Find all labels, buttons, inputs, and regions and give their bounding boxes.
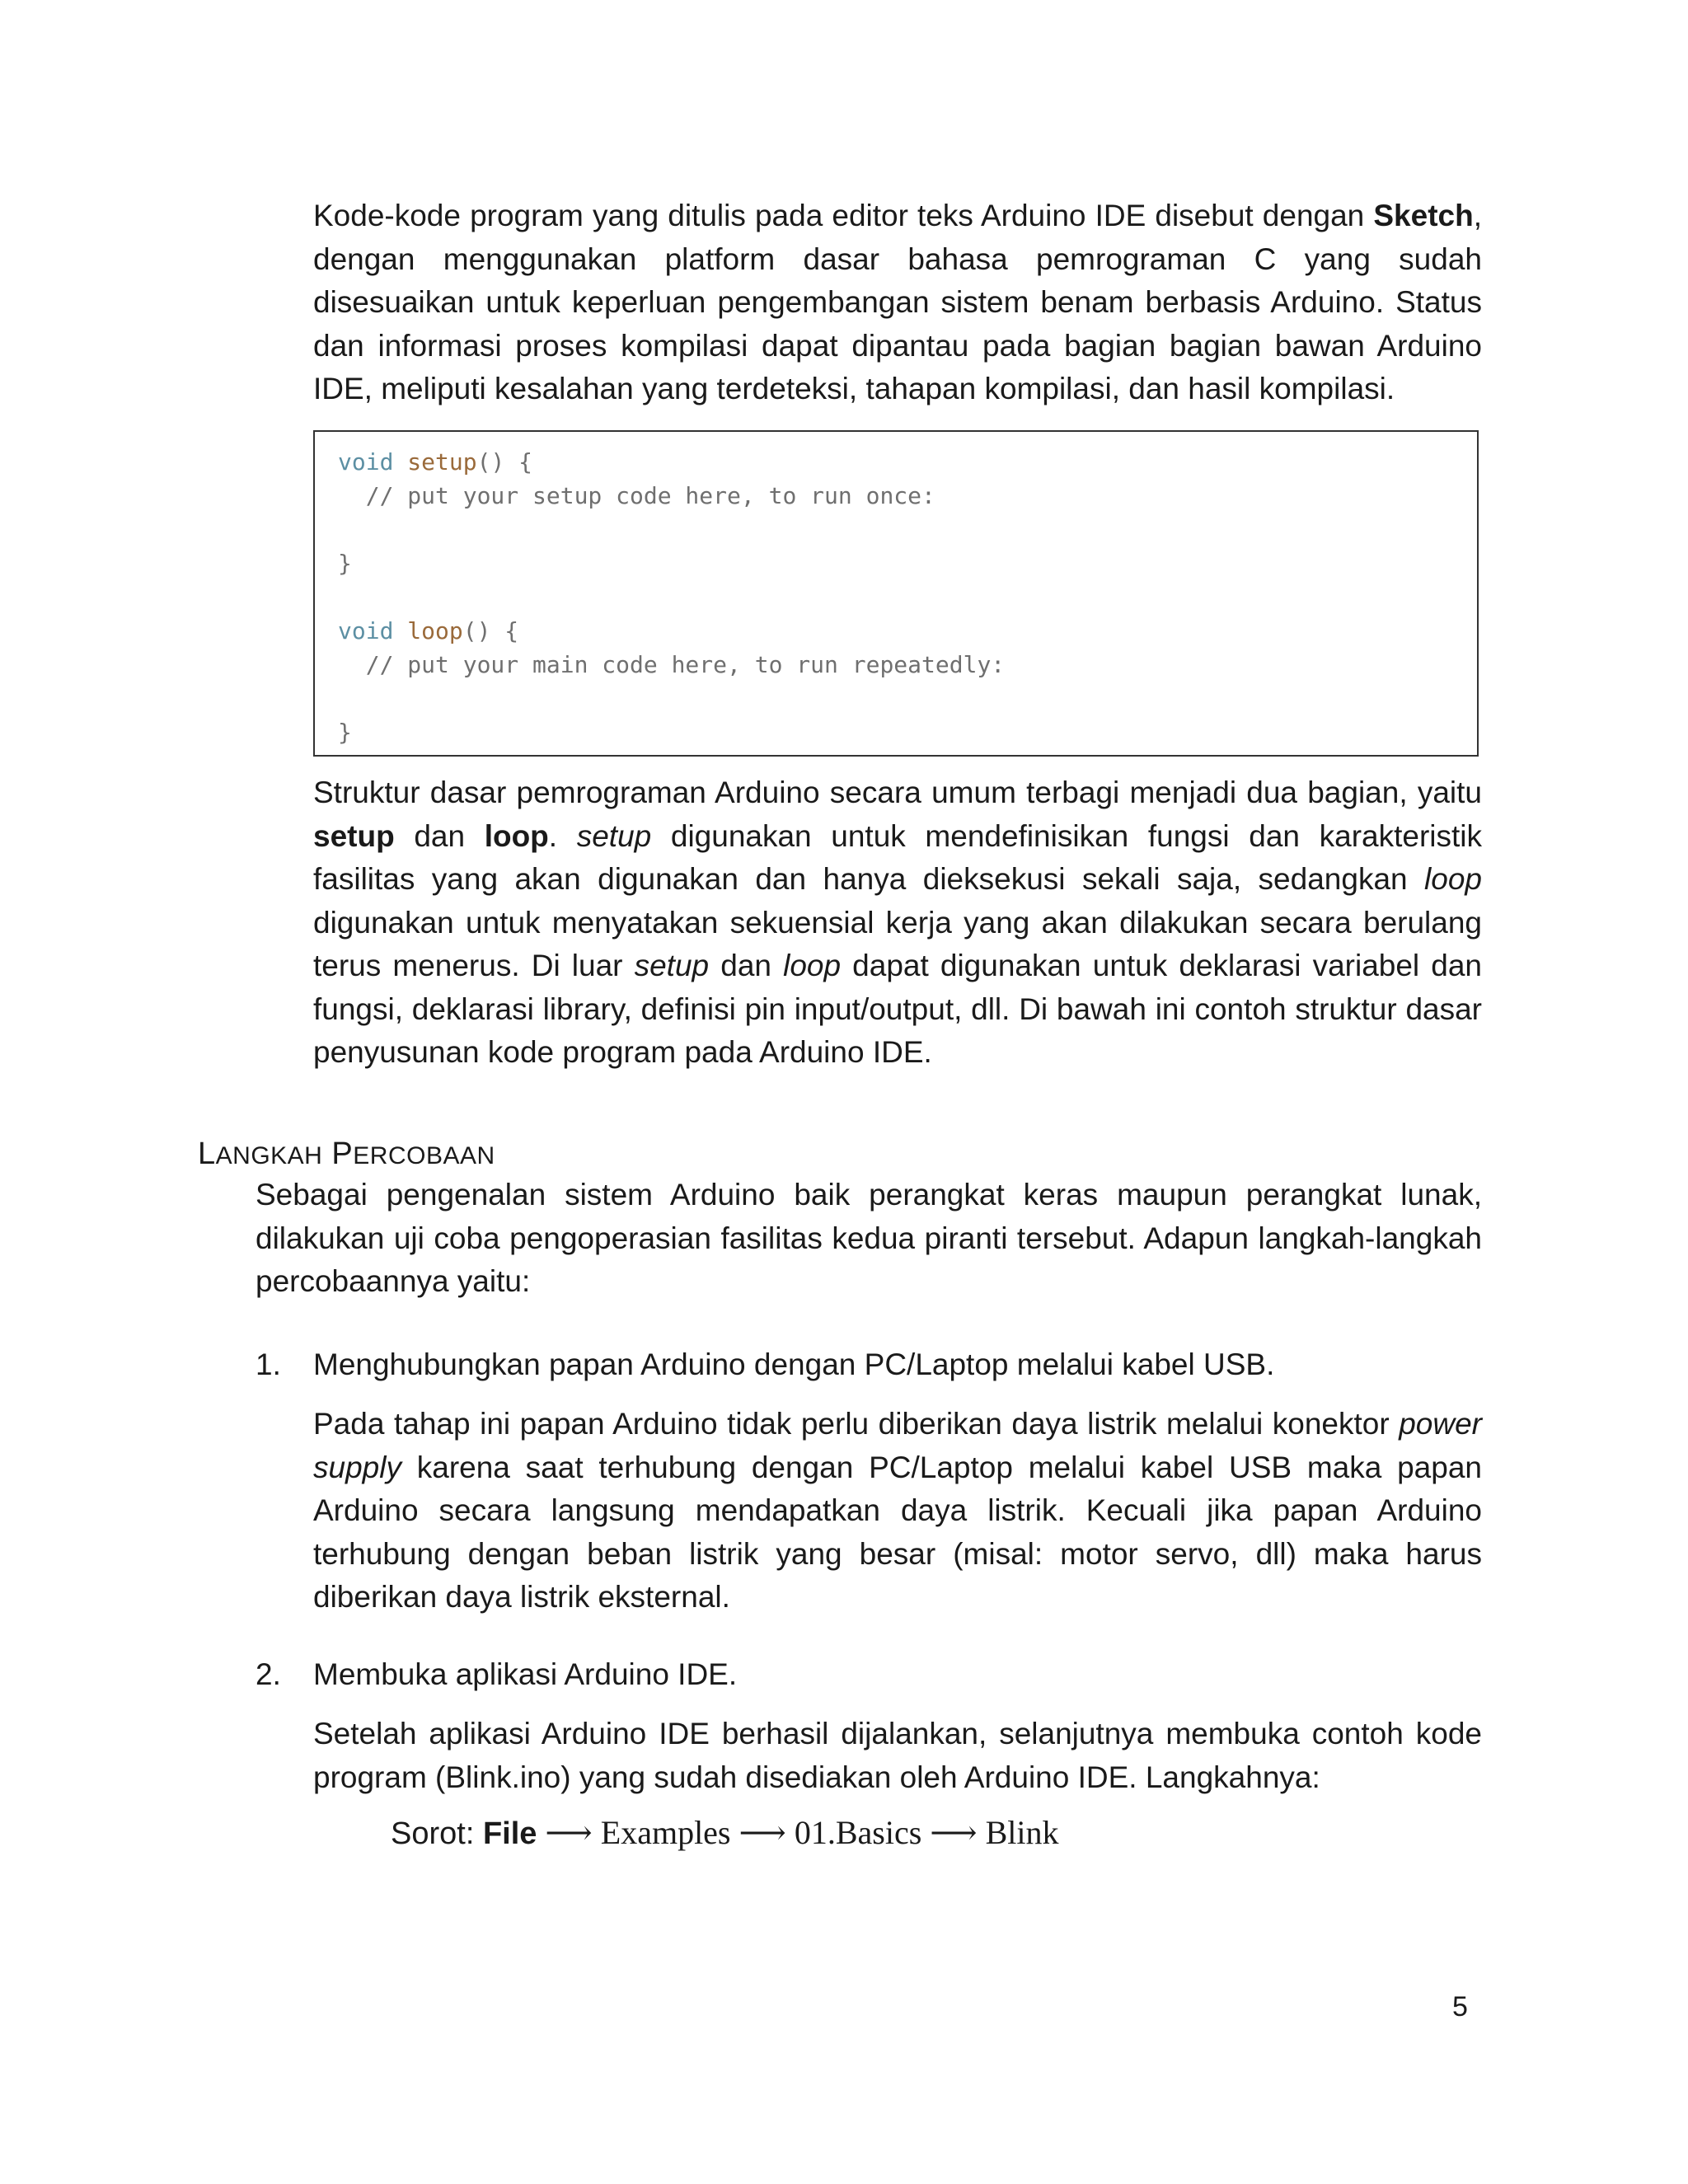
text-run: digunakan untuk mendefinisikan fungsi dan karakteristik fasilitas yang akan digunakan dan hanya dieksekusi sekali saja, sedangkan [313, 818, 1482, 896]
text-run: dan [709, 949, 784, 982]
bold-term-setup: setup [313, 818, 395, 853]
step-number: 1. [256, 1347, 281, 1381]
text-run: Kode-kode program yang ditulis pada editor teks Arduino IDE disebut dengan [313, 199, 1374, 232]
paragraph-structure [313, 771, 1482, 1075]
step-title: Membuka aplikasi Arduino IDE. [313, 1657, 738, 1691]
step-description [313, 1403, 1482, 1619]
heading-initial: P [331, 1137, 354, 1171]
menu-path-label: Sorot: [391, 1816, 483, 1851]
text-run: . [548, 818, 577, 853]
page-number: 5 [1452, 1991, 1468, 2022]
italic-term: power supply [313, 1407, 1482, 1484]
bold-term-loop: loop [484, 818, 549, 853]
paragraph-sketch [313, 194, 1482, 411]
code-line-5: // put your main code here, to run repeatedly: [338, 651, 1006, 678]
italic-term: setup [576, 818, 652, 853]
text-run: Pada tahap ini papan Arduino tidak perlu diberikan daya listrik melalui konektor [313, 1407, 1400, 1441]
menu-path [391, 1810, 1059, 1857]
code-text: () { [462, 617, 519, 644]
code-line-2: // put your setup code here, to run once: [338, 482, 935, 509]
text-run: , dengan menggunakan platform dasar bahasa pemrograman C yang sudah disesuaikan untuk keperluan pengembangan sistem benam berbasis Arduino. Status dan informasi proses kompilasi dapat dipantau pada bagian bagian bawan Arduino IDE, meliputi kesalahan yang terdeteksi, tahapan kompilasi, dan hasil kompilasi. [313, 199, 1482, 405]
code-line-4 [338, 617, 518, 645]
step-number: 2. [256, 1657, 281, 1691]
code-snippet-box [313, 430, 1479, 757]
code-line-1 [338, 448, 532, 476]
heading-rest: ERCOBAAN [353, 1142, 495, 1169]
menu-path-items: ⟶ Examples ⟶ 01.Basics ⟶ Blink [537, 1814, 1059, 1851]
italic-term: loop [1424, 862, 1482, 896]
italic-term: loop [783, 949, 842, 982]
menu-file: File [482, 1816, 537, 1851]
italic-term: setup [634, 949, 710, 982]
code-function-name: loop [407, 617, 463, 644]
code-line-6: } [338, 719, 352, 746]
heading-initial: L [198, 1137, 216, 1171]
section-heading [198, 1132, 495, 1178]
text-run: karena saat terhubung dengan PC/Laptop melalui kabel USB maka papan Arduino secara langsung mendapatkan daya listrik. Kecuali jika papan Arduino terhubung dengan beban listrik yang besar (misal: motor servo, dll) maka harus diberikan daya listrik eksternal. [313, 1450, 1482, 1614]
heading-rest: ANGKAH [215, 1142, 323, 1169]
code-keyword: void [338, 617, 394, 644]
code-function-name: setup [407, 448, 477, 476]
text-run: digunakan untuk menyatakan sekuensial kerja yang akan dilakukan secara berulang terus menerus. Di luar [313, 905, 1482, 982]
code-text: () { [476, 448, 533, 476]
step-title: Menghubungkan papan Arduino dengan PC/Laptop melalui kabel USB. [313, 1347, 1275, 1381]
text-run: dapat digunakan untuk deklarasi variabel dan fungsi, deklarasi library, definisi pin input/output, dll. Di bawah ini contoh struktur dasar penyusunan kode program pada Arduino IDE. [313, 949, 1482, 1069]
intro-paragraph: Sebagai pengenalan sistem Arduino baik perangkat keras maupun perangkat lunak, dilakukan uji coba pengoperasian fasilitas kedua piranti tersebut. Adapun langkah-langkah percobaannya yaitu: [256, 1178, 1482, 1298]
code-line-3: } [338, 550, 352, 577]
text-run: dan [394, 818, 485, 853]
text-run: Struktur dasar pemrograman Arduino secara umum terbagi menjadi dua bagian, yaitu [313, 776, 1482, 809]
bold-term-sketch: Sketch [1373, 199, 1474, 232]
code-keyword: void [338, 448, 394, 476]
step-description: Setelah aplikasi Arduino IDE berhasil dijalankan, selanjutnya membuka contoh kode program (Blink.ino) yang sudah disediakan oleh Arduino IDE. Langkahnya: [313, 1717, 1482, 1794]
